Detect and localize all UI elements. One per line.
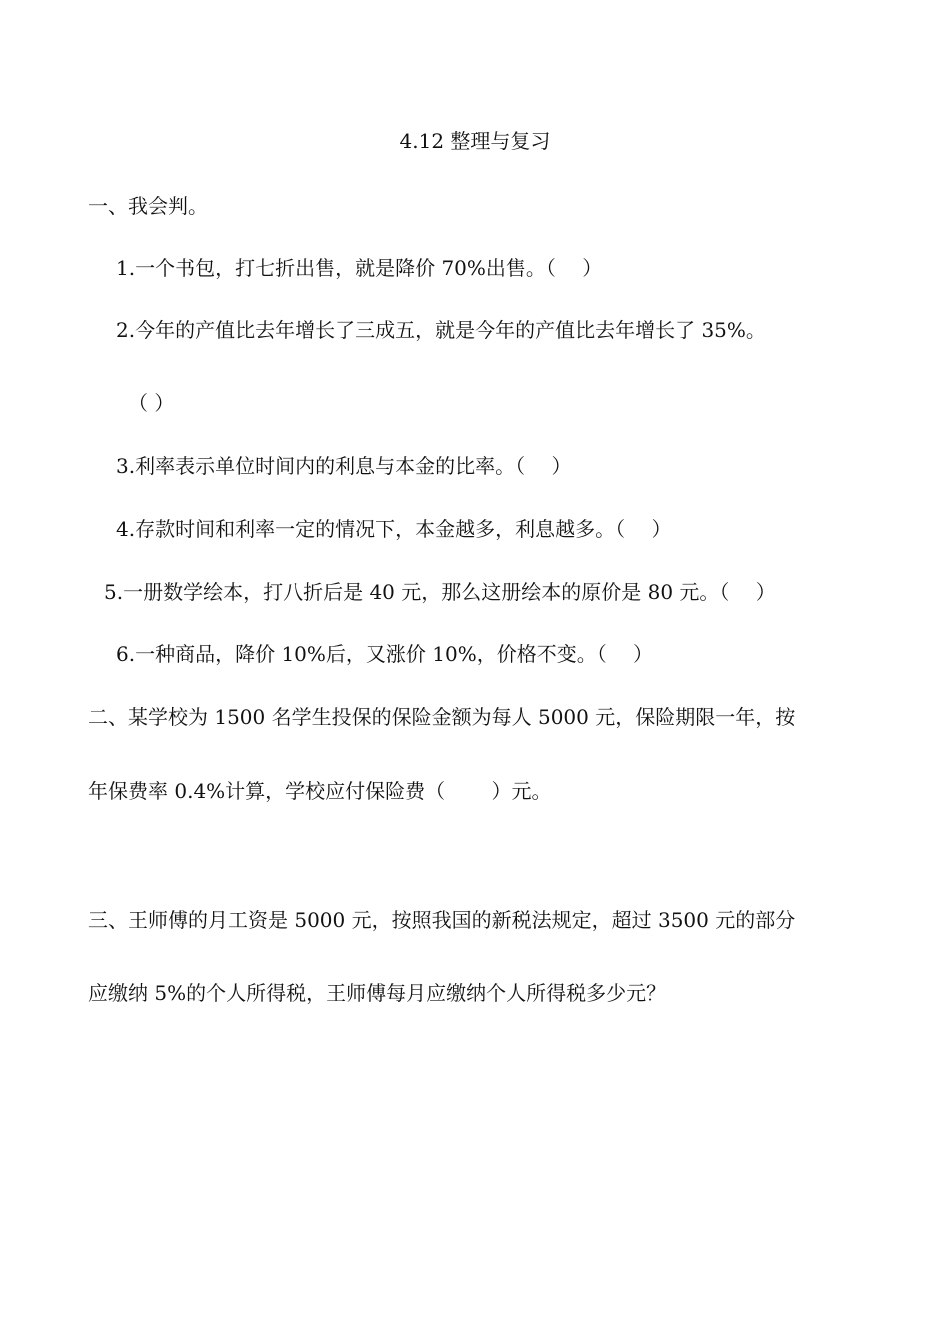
question-2-line-1: 2.今年的产值比去年增长了三成五，就是今年的产值比去年增长了 35%。 bbox=[116, 318, 766, 342]
section-2-line-2: 年保费率 0.4%计算，学校应付保险费（ ）元。 bbox=[88, 779, 552, 803]
question-2-line-2: （ ） bbox=[128, 391, 175, 415]
section-1-heading: 一、我会判。 bbox=[88, 194, 208, 218]
question-5: 5.一册数学绘本，打八折后是 40 元，那么这册绘本的原价是 80 元。（ ） bbox=[104, 580, 776, 604]
question-3: 3.利率表示单位时间内的利息与本金的比率。（ ） bbox=[116, 454, 572, 478]
section-3-line-2: 应缴纳 5%的个人所得税，王师傅每月应缴纳个人所得税多少元？ bbox=[88, 981, 667, 1005]
section-2-line-1: 二、某学校为 1500 名学生投保的保险金额为每人 5000 元，保险期限一年，按 bbox=[88, 705, 796, 729]
section-3-line-1: 三、王师傅的月工资是 5000 元，按照我国的新税法规定，超过 3500 元的部分 bbox=[88, 908, 796, 932]
page-title: 4.12 整理与复习 bbox=[399, 129, 551, 153]
question-1: 1.一个书包，打七折出售，就是降价 70%出售。（ ） bbox=[116, 256, 603, 280]
question-6: 6.一种商品，降价 10%后，又涨价 10%，价格不变。（ ） bbox=[116, 642, 654, 666]
question-4: 4.存款时间和利率一定的情况下，本金越多，利息越多。（ ） bbox=[116, 517, 672, 541]
